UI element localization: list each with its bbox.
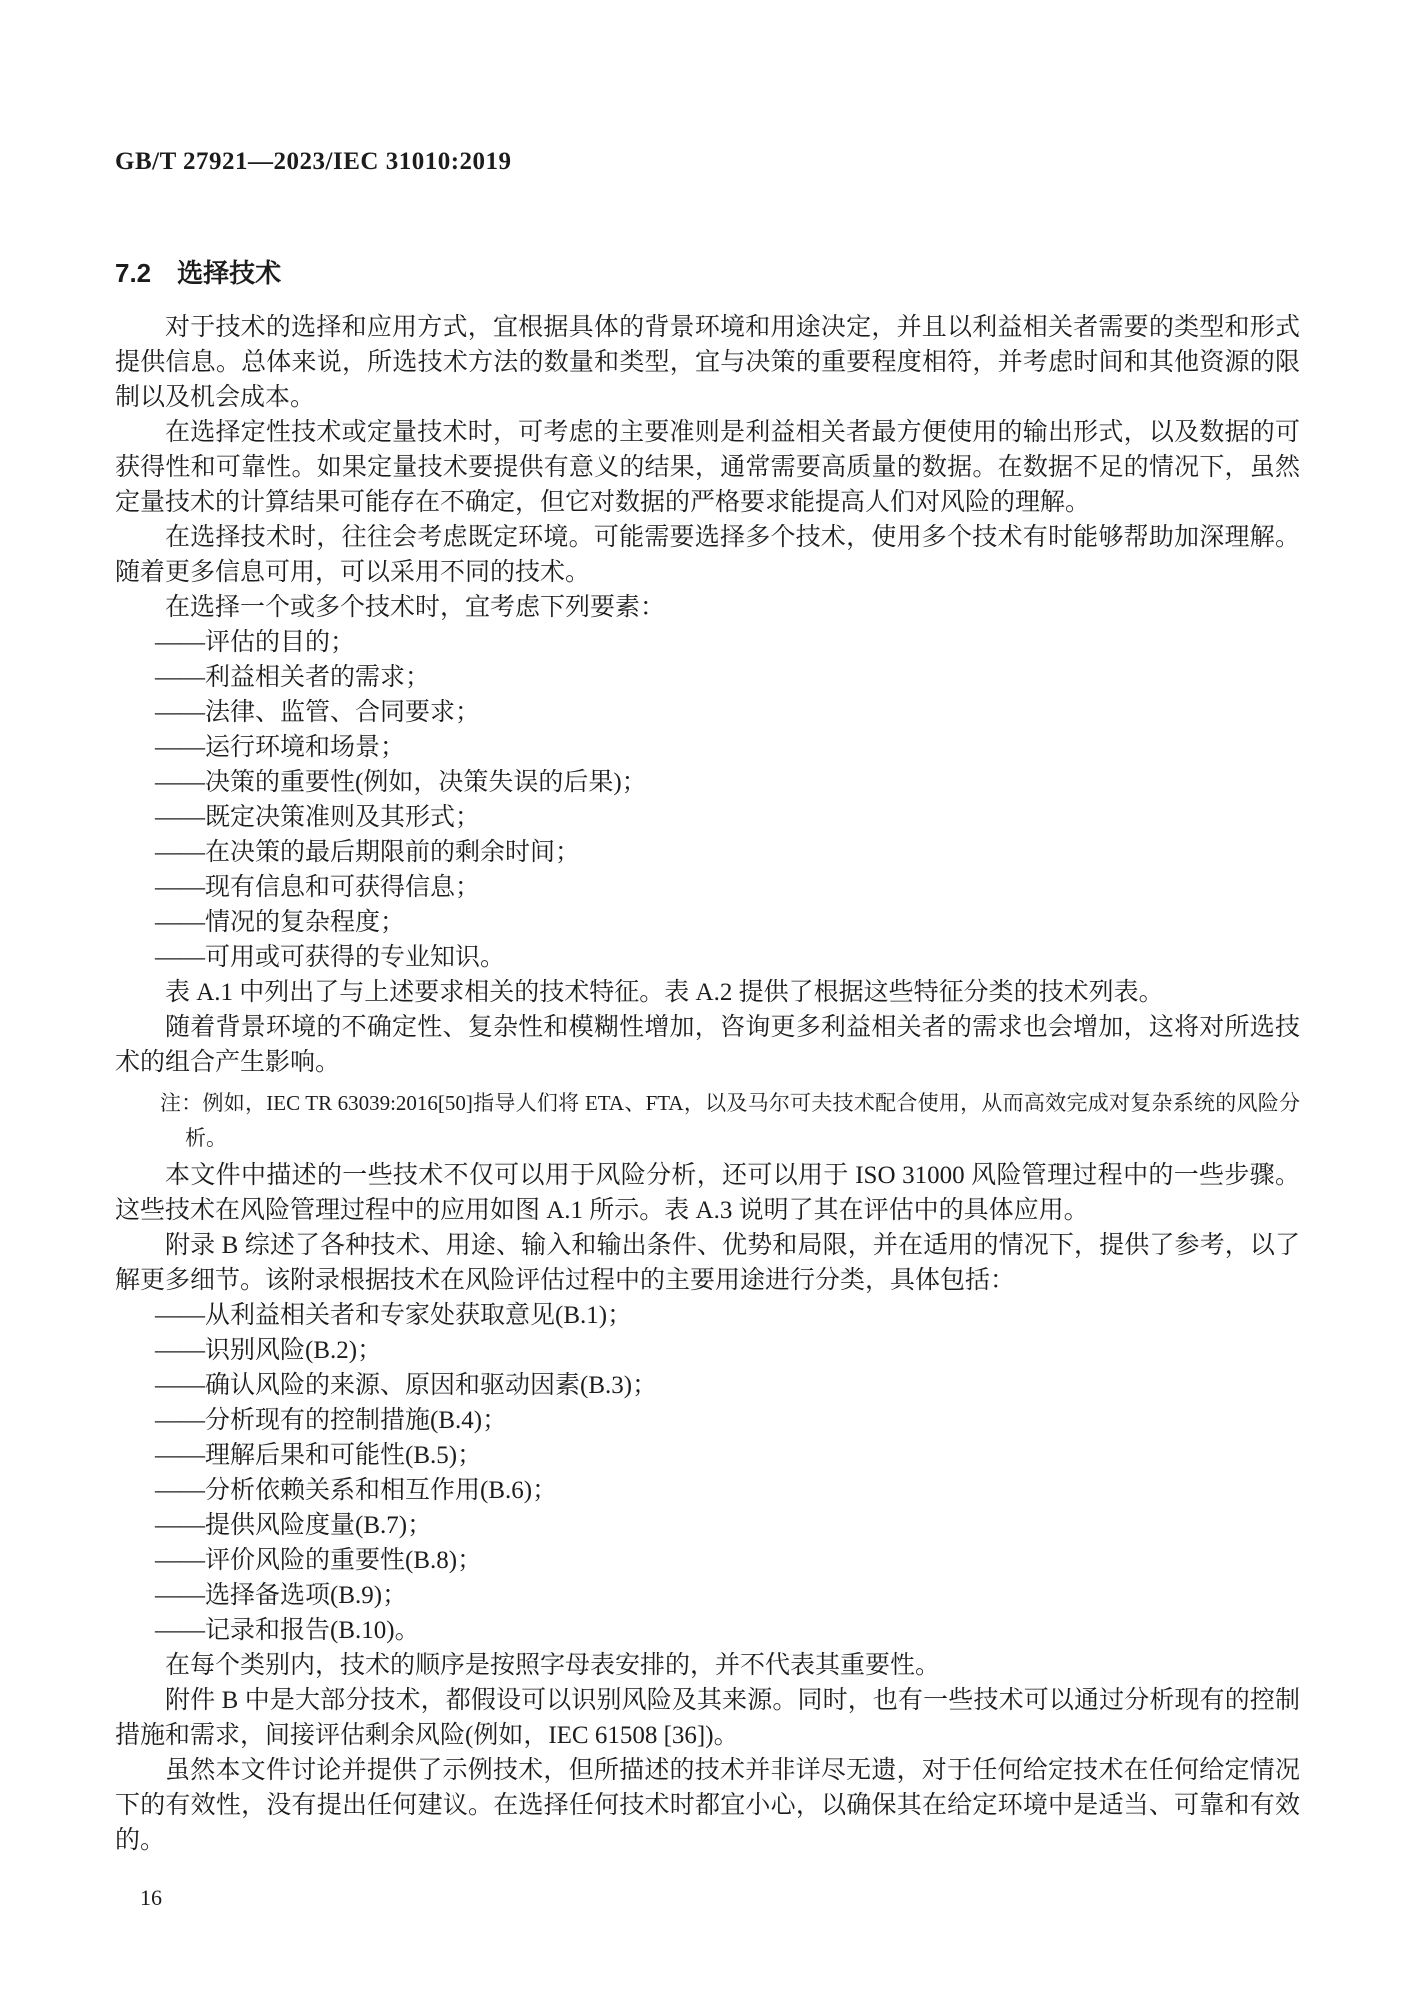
consideration-list	[115, 625, 1300, 975]
paragraph: 虽然本文件讨论并提供了示例技术，但所描述的技术并非详尽无遗，对于任何给定技术在任何给定情况下的有效性，没有提出任何建议。在选择任何技术时都宜小心，以确保其在给定环境中是适当、可靠和有效的。	[115, 1756, 1300, 1854]
list-item: ——分析依赖关系和相互作用(B.6)；	[155, 1476, 558, 1504]
note	[160, 1086, 1300, 1156]
annex-b-category-list	[115, 1298, 1300, 1648]
list-item: ——记录和报告(B.10)。	[155, 1616, 420, 1644]
list-item: ——从利益相关者和专家处获取意见(B.1)；	[155, 1301, 633, 1329]
paragraph: 在选择技术时，往往会考虑既定环境。可能需要选择多个技术，使用多个技术有时能够帮助加深理解。随着更多信息可用，可以采用不同的技术。	[115, 523, 1300, 586]
list-item: ——选择备选项(B.9)；	[155, 1581, 408, 1609]
paragraph: 表 A.1 中列出了与上述要求相关的技术特征。表 A.2 提供了根据这些特征分类的技术列表。	[165, 978, 1164, 1006]
list-item: ——理解后果和可能性(B.5)；	[155, 1441, 483, 1469]
paragraph: 在选择定性技术或定量技术时，可考虑的主要准则是利益相关者最方便使用的输出形式，以及数据的可获得性和可靠性。如果定量技术要提供有意义的结果，通常需要高质量的数据。在数据不足的情况下，虽然定量技术的计算结果可能存在不确定，但它对数据的严格要求能提高人们对风险的理解。	[115, 418, 1300, 516]
paragraph: 在每个类别内，技术的顺序是按照字母表安排的，并不代表其重要性。	[165, 1651, 941, 1679]
page-number: 16	[140, 1884, 162, 1910]
document-header: GB/T 27921—2023/IEC 31010:2019	[115, 148, 512, 175]
document-body	[115, 310, 1300, 1915]
paragraph: 随着背景环境的不确定性、复杂性和模糊性增加，咨询更多利益相关者的需求也会增加，这将对所选技术的组合产生影响。	[115, 1013, 1300, 1076]
paragraph: 在选择一个或多个技术时，宜考虑下列要素：	[165, 593, 666, 621]
list-item: ——识别风险(B.2)；	[155, 1336, 383, 1364]
list-item: ——评估的目的；	[155, 628, 356, 656]
list-item: ——利益相关者的需求；	[155, 663, 431, 691]
list-item: ——运行环境和场景；	[155, 733, 406, 761]
list-item: ——情况的复杂程度；	[155, 908, 406, 936]
paragraph: 本文件中描述的一些技术不仅可以用于风险分析，还可以用于 ISO 31000 风险管理过程中的一些步骤。这些技术在风险管理过程中的应用如图 A.1 所示。表 A.3 说明了其在评估中的具体应用。	[115, 1161, 1300, 1224]
list-item: ——评价风险的重要性(B.8)；	[155, 1546, 483, 1574]
paragraph: 对于技术的选择和应用方式，宜根据具体的背景环境和用途决定，并且以利益相关者需要的类型和形式提供信息。总体来说，所选技术方法的数量和类型，宜与决策的重要程度相符，并考虑时间和其他资源的限制以及机会成本。	[115, 313, 1300, 411]
list-item: ——确认风险的来源、原因和驱动因素(B.3)；	[155, 1371, 658, 1399]
list-item: ——分析现有的控制措施(B.4)；	[155, 1406, 508, 1434]
section-title: 选择技术	[177, 258, 282, 288]
section-number: 7.2	[115, 258, 152, 288]
list-item: ——在决策的最后期限前的剩余时间；	[155, 838, 581, 866]
paragraph: 附录 B 综述了各种技术、用途、输入和输出条件、优势和局限，并在适用的情况下，提供了参考，以了解更多细节。该附录根据技术在风险评估过程中的主要用途进行分类，具体包括：	[115, 1231, 1300, 1294]
list-item: ——既定决策准则及其形式；	[155, 803, 481, 831]
list-item: ——现有信息和可获得信息；	[155, 873, 481, 901]
list-item: ——决策的重要性(例如，决策失误的后果)；	[155, 768, 647, 796]
list-item: ——可用或可获得的专业知识。	[155, 943, 506, 971]
note-text: 例如，IEC TR 63039:2016[50]指导人们将 ETA、FTA，以及马尔可夫技术配合使用，从而高效完成对复杂系统的风险分析。	[185, 1090, 1300, 1150]
list-item: ——提供风险度量(B.7)；	[155, 1511, 433, 1539]
paragraph: 附件 B 中是大部分技术，都假设可以识别风险及其来源。同时，也有一些技术可以通过分析现有的控制措施和需求，间接评估剩余风险(例如，IEC 61508 [36])。	[115, 1686, 1300, 1749]
section-heading	[115, 258, 1300, 288]
list-item: ——法律、监管、合同要求；	[155, 698, 481, 726]
note-label: 注：	[160, 1090, 203, 1115]
